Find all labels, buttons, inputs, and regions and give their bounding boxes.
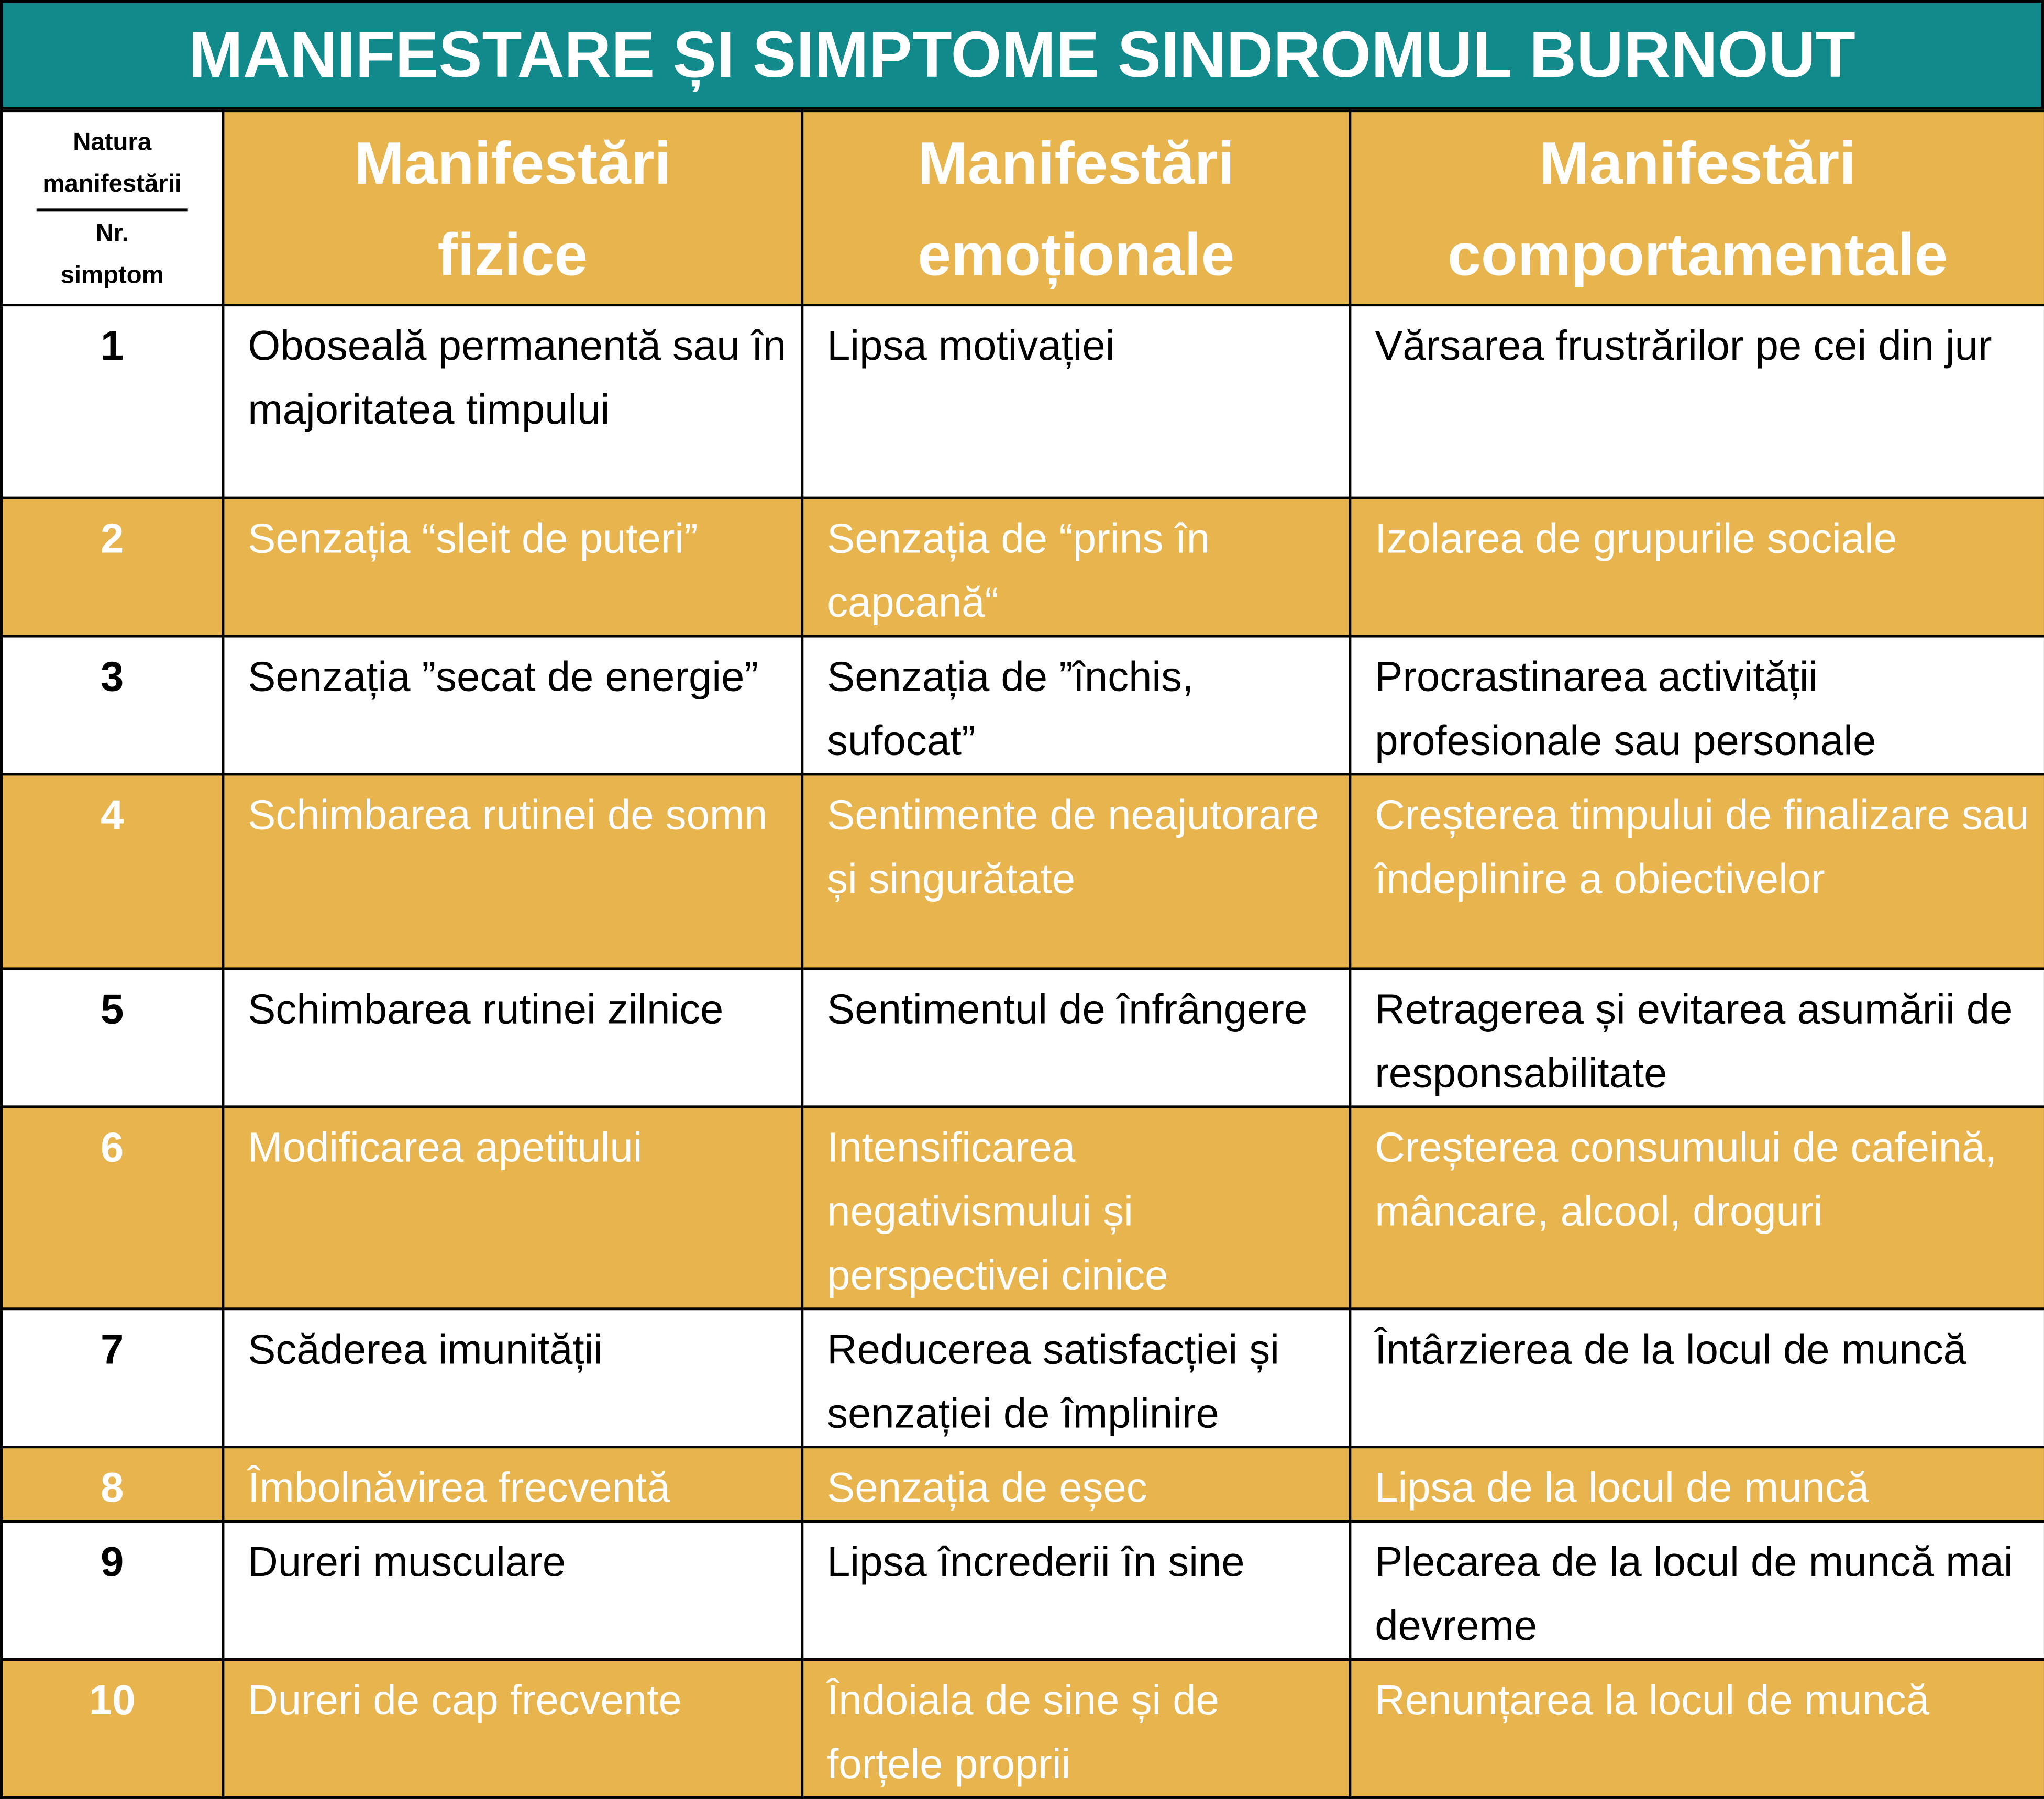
column-header-line1: Manifestări [1539,128,1857,196]
table-row [1,1522,2044,1660]
symptom-number: 6 [1,1107,223,1309]
table-row [1,305,2044,498]
table-row [1,498,2044,636]
table-row [1,1309,2044,1447]
column-header-line2: fizice [437,219,588,288]
column-header-line1: Manifestări [918,128,1235,196]
cell-comportamentale: Întârzierea de la locul de muncă [1350,1309,2044,1447]
cell-fizice: Senzația ”secat de energie” [223,636,802,774]
cell-comportamentale: Procrastinarea activității profesionale sau personale [1350,636,2044,774]
table-row [1,636,2044,774]
column-header-fizice [223,111,802,305]
cell-fizice: Îmbolnăvirea frecventă [223,1447,802,1522]
corner-top-line2: manifestării [42,170,182,198]
cell-emotionale: Senzația de ”închis, sufocat” [802,636,1350,774]
corner-bottom-line1: Nr. [95,219,129,247]
cell-fizice: Schimbarea rutinei de somn [223,774,802,969]
cell-emotionale: Lipsa încrederii în sine [802,1522,1350,1660]
cell-fizice: Modificarea apetitului [223,1107,802,1309]
cell-comportamentale: Renunțarea la locul de muncă [1350,1660,2044,1798]
column-header-line2: emoționale [918,219,1235,288]
cell-fizice: Scăderea imunității [223,1309,802,1447]
cell-fizice: Senzația “sleit de puteri” [223,498,802,636]
corner-bottom-line2: simptom [60,261,164,289]
symptom-number: 5 [1,969,223,1107]
table-header-row [1,111,2044,305]
table-row [1,1660,2044,1798]
cell-emotionale: Sentimente de neajutorare și singurătate [802,774,1350,969]
column-header-line2: comportamentale [1448,219,1948,288]
table-row [1,1107,2044,1309]
table-row [1,969,2044,1107]
cell-emotionale: Sentimentul de înfrângere [802,969,1350,1107]
cell-comportamentale: Plecarea de la locul de muncă mai devreme [1350,1522,2044,1660]
cell-fizice: Dureri de cap frecvente [223,1660,802,1798]
cell-fizice: Oboseală permanentă sau în majoritatea timpului [223,305,802,498]
symptom-number: 9 [1,1522,223,1660]
cell-comportamentale: Vărsarea frustrărilor pe cei din jur [1350,305,2044,498]
cell-emotionale: Senzația de eșec [802,1447,1350,1522]
symptom-number: 7 [1,1309,223,1447]
column-header-emotionale [802,111,1350,305]
cell-comportamentale: Creșterea timpului de finalizare sau îndeplinire a obiectivelor [1350,774,2044,969]
cell-emotionale: Îndoiala de sine și de forțele proprii [802,1660,1350,1798]
symptom-number: 1 [1,305,223,498]
cell-emotionale: Reducerea satisfacției și senzației de împlinire [802,1309,1350,1447]
symptom-number: 2 [1,498,223,636]
cell-emotionale: Lipsa motivației [802,305,1350,498]
symptom-number: 3 [1,636,223,774]
page-title: MANIFESTARE ȘI SIMPTOME SINDROMUL BURNOUT [0,0,2044,109]
cell-comportamentale: Lipsa de la locul de muncă [1350,1447,2044,1522]
symptom-number: 4 [1,774,223,969]
column-header-comportamentale [1350,111,2044,305]
diagonal-divider-line [37,208,188,210]
corner-top-line1: Natura [73,128,152,156]
symptom-number: 10 [1,1660,223,1798]
symptom-number: 8 [1,1447,223,1522]
cell-fizice: Dureri musculare [223,1522,802,1660]
column-header-line1: Manifestări [354,128,671,196]
cell-comportamentale: Retragerea și evitarea asumării de responsabilitate [1350,969,2044,1107]
table-row [1,1447,2044,1522]
cell-emotionale: Intensificarea negativismului și perspectivei cinice [802,1107,1350,1309]
table-row [1,774,2044,969]
cell-comportamentale: Izolarea de grupurile sociale [1350,498,2044,636]
corner-header-cell [1,111,223,305]
cell-comportamentale: Creșterea consumului de cafeină, mâncare, alcool, droguri [1350,1107,2044,1309]
cell-fizice: Schimbarea rutinei zilnice [223,969,802,1107]
cell-emotionale: Senzația de “prins în capcană“ [802,498,1350,636]
symptoms-table [0,109,2044,1799]
